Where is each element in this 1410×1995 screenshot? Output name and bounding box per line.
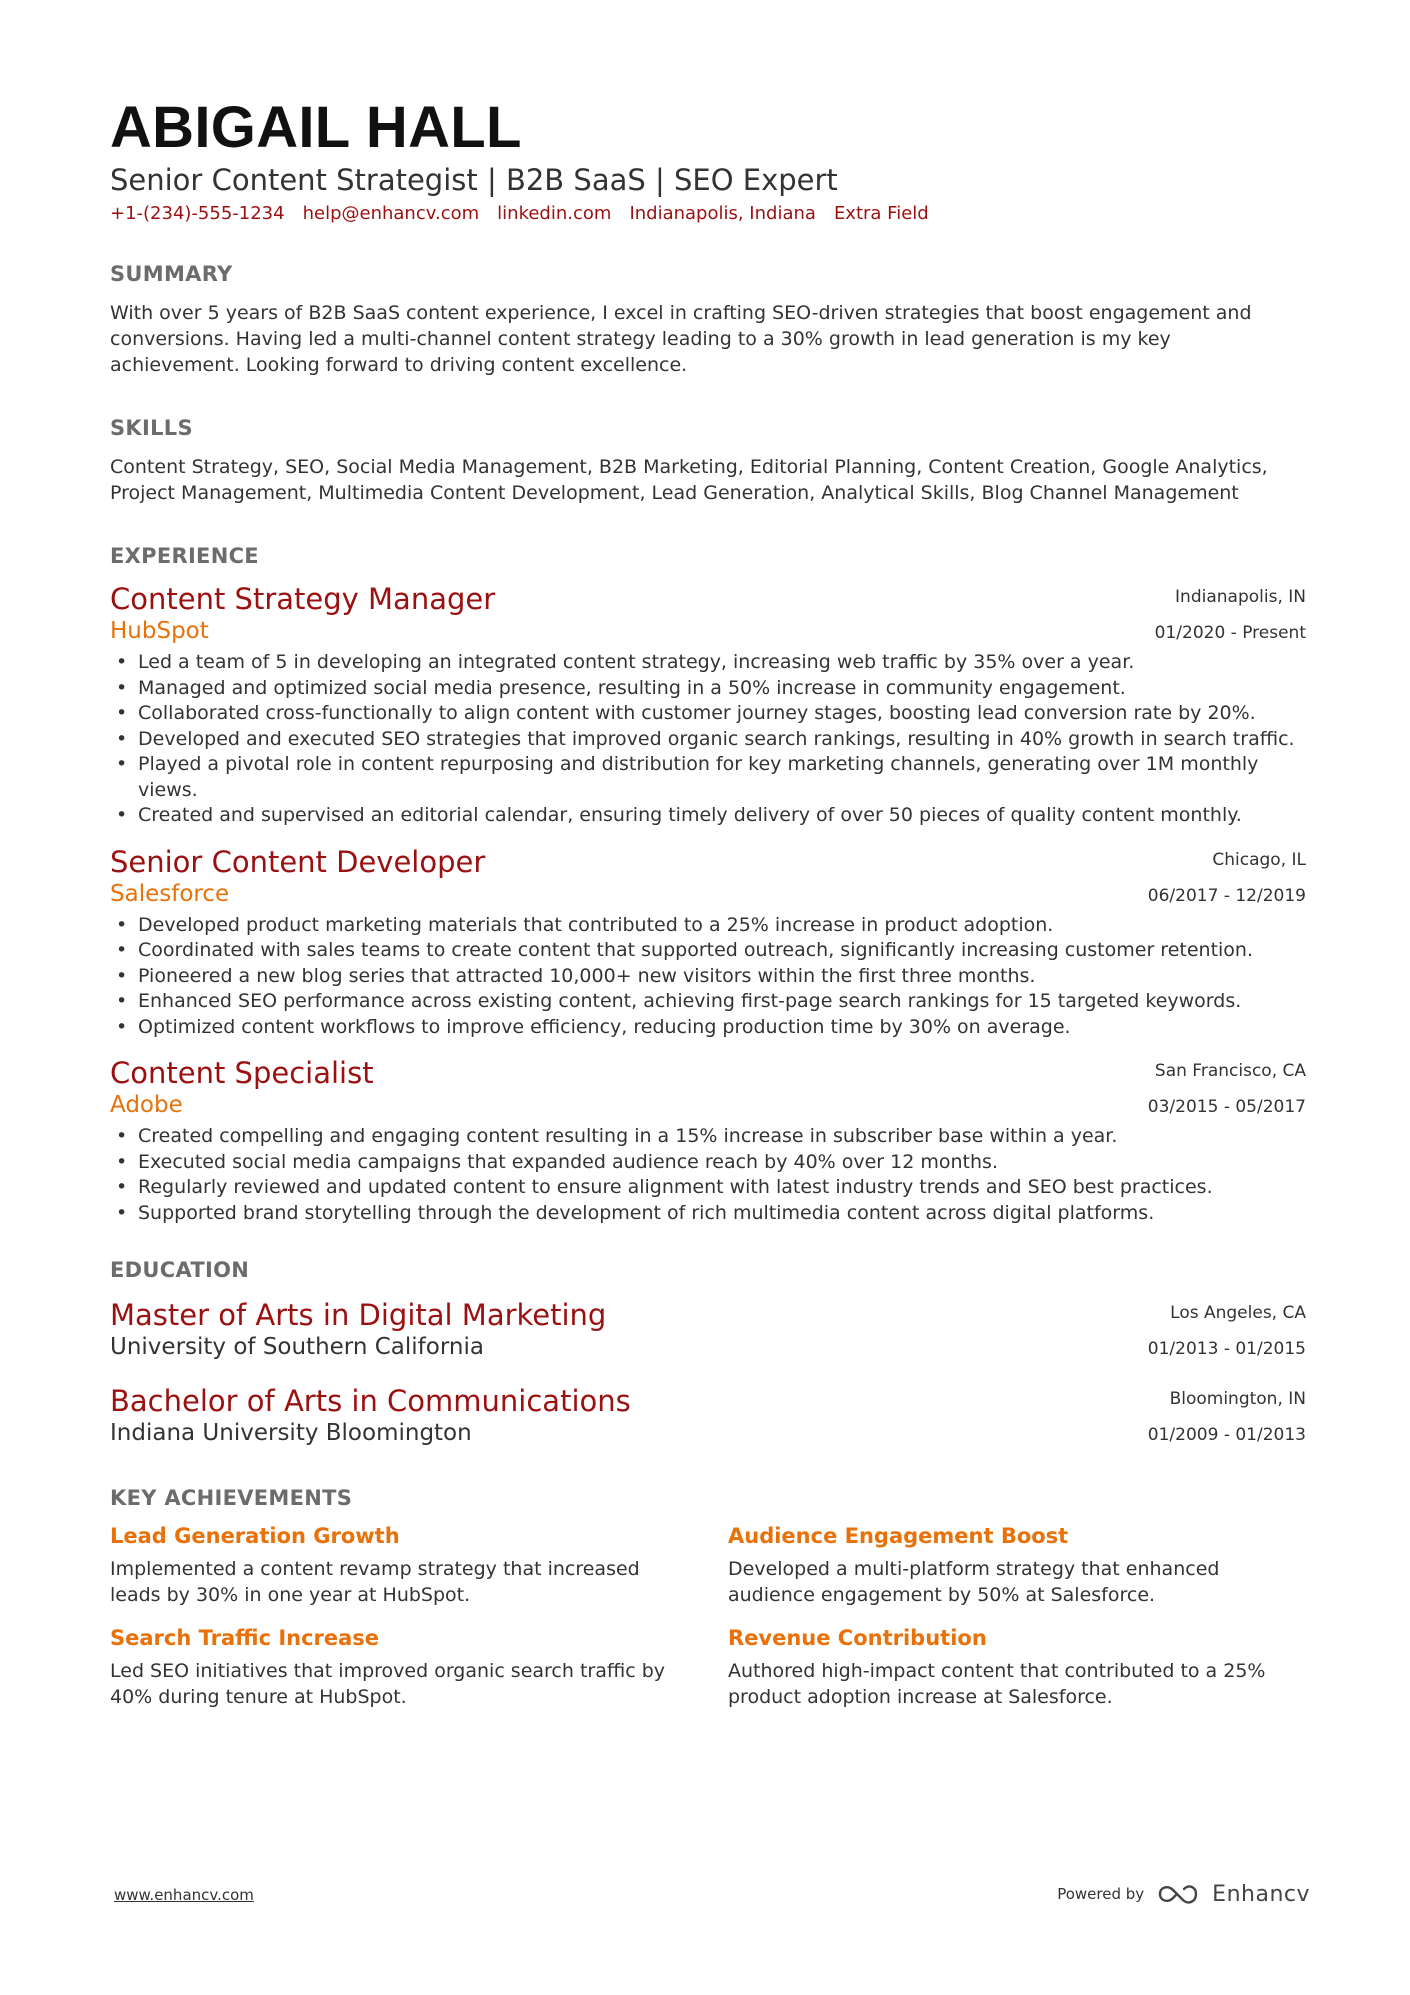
skills-section [110,414,1306,506]
education-dates: 01/2009 - 01/2013 [1147,1425,1306,1445]
contact-row [110,202,1306,226]
company-name: HubSpot [110,618,209,644]
education-heading: EDUCATION [110,1258,250,1282]
experience-entry [110,845,1306,1041]
job-bullet: • Developed product marketing materials that contributed to a 25% increase in product adoption. [110,913,1306,939]
achievement-item [110,1522,688,1608]
school-name: Indiana University Bloomington [110,1420,472,1446]
education-dates: 01/2013 - 01/2015 [1147,1339,1306,1359]
job-bullet: • Managed and optimized social media presence, resulting in a 50% increase in community engagement. [110,676,1306,702]
job-bullets [110,913,1306,1041]
achievement-title: Search Traffic Increase [110,1626,380,1650]
experience-entry-header [110,845,1306,909]
summary-heading: SUMMARY [110,262,233,286]
achievement-item [110,1624,688,1710]
company-name: Adobe [110,1092,183,1118]
job-bullet: • Collaborated cross-functionally to align content with customer journey stages, boosting lead conversion rate by 20%. [110,701,1306,727]
education-entry [110,1384,1306,1448]
job-dates: 01/2020 - Present [1154,623,1306,643]
job-title: Content Strategy Manager [110,582,496,616]
achievement-title: Audience Engagement Boost [728,1524,1069,1548]
job-bullet: • Pioneered a new blog series that attracted 10,000+ new visitors within the first three months. [110,964,1306,990]
job-location: Chicago, IL [1212,849,1306,870]
company-name: Salesforce [110,880,230,907]
powered-by-block [1057,1880,1310,1908]
resume-header [110,96,1306,226]
achievement-item [728,1522,1306,1608]
skills-heading: SKILLS [110,416,193,440]
enhancv-logo-icon [1156,1880,1200,1908]
experience-entry [110,582,1306,829]
achievements-grid [110,1522,1306,1710]
school-name: University of Southern California [110,1334,484,1360]
job-bullet: • Developed and executed SEO strategies that improved organic search rankings, resulting in 40% growth in search traffic. [110,727,1306,753]
achievement-text: Led SEO initiatives that improved organic search traffic by 40% during tenure at HubSpot. [110,1660,666,1708]
job-bullet: • Created and supervised an editorial calendar, ensuring timely delivery of over 50 pieces of quality content monthly. [110,803,1306,829]
achievement-title: Revenue Contribution [728,1626,987,1650]
achievement-title: Lead Generation Growth [110,1524,400,1548]
footer-website-link[interactable]: www.enhancv.com [114,1886,254,1904]
degree-title: Master of Arts in Digital Marketing [110,1298,607,1332]
achievements-section [110,1484,1306,1710]
job-bullet: • Executed social media campaigns that expanded audience reach by 40% over 12 months. [110,1150,1306,1176]
achievement-item [728,1624,1306,1710]
location-text: Indianapolis, Indiana [629,203,816,224]
job-title: Senior Content Developer [110,844,486,879]
experience-entry [110,1056,1306,1226]
achievement-text: Authored high-impact content that contributed to a 25% product adoption increase at Salesforce. [728,1660,1266,1708]
candidate-name: ABIGAIL HALL [110,95,522,160]
job-bullet: • Coordinated with sales teams to create content that supported outreach, significantly increasing customer retention. [110,938,1306,964]
job-bullets [110,1124,1306,1226]
job-bullet: • Enhanced SEO performance across existing content, achieving first-page search rankings for 15 targeted keywords. [110,989,1306,1015]
job-bullet: • Played a pivotal role in content repurposing and distribution for key marketing channels, generating over 1M monthly views. [110,752,1306,803]
education-section [110,1256,1306,1448]
job-location: Indianapolis, IN [1175,587,1306,607]
achievement-text: Implemented a content revamp strategy that increased leads by 30% in one year at HubSpot. [110,1558,640,1606]
enhancv-logo-text: Enhancv [1212,1881,1310,1907]
candidate-headline: Senior Content Strategist | B2B SaaS | SEO Expert [110,163,838,197]
extra-field-text: Extra Field [833,203,929,224]
achievement-text: Developed a multi-platform strategy that enhanced audience engagement by 50% at Salesforce. [728,1558,1220,1606]
job-bullet: • Optimized content workflows to improve efficiency, reducing production time by 30% on average. [110,1015,1306,1041]
linkedin-link[interactable]: linkedin.com [497,203,612,224]
school-location: Los Angeles, CA [1170,1303,1306,1323]
summary-section [110,260,1306,378]
achievements-heading: KEY ACHIEVEMENTS [110,1486,353,1510]
experience-entry-header [110,1056,1306,1120]
job-dates: 06/2017 - 12/2019 [1147,885,1306,906]
email-link[interactable]: help@enhancv.com [302,203,480,224]
school-location: Bloomington, IN [1169,1389,1306,1409]
experience-entry-header [110,582,1306,646]
phone-link[interactable]: +1-(234)-555-1234 [110,203,285,224]
experience-section [110,542,1306,1226]
resume-page [110,96,1306,1710]
job-bullet: • Created compelling and engaging content resulting in a 15% increase in subscriber base within a year. [110,1124,1306,1150]
job-bullet: • Supported brand storytelling through the development of rich multimedia content across digital platforms. [110,1201,1306,1227]
experience-heading: EXPERIENCE [110,544,259,568]
skills-text: Content Strategy, SEO, Social Media Management, B2B Marketing, Editorial Planning, Content Creation, Google Analytics, Project Management, Multimedia Content Development, Lead Generation, Analytical Skills, Blog Channel Management [110,456,1268,504]
page-footer [114,1880,1310,1910]
summary-text: With over 5 years of B2B SaaS content experience, I excel in crafting SEO-driven strategies that boost engagement and conversions. Having led a multi-channel content strategy leading to a 30% growth in lead generation is my key achievement. Looking forward to driving content excellence. [110,302,1252,376]
job-title: Content Specialist [110,1056,374,1090]
degree-title: Bachelor of Arts in Communications [110,1384,631,1418]
powered-by-text: Powered by [1057,1885,1145,1903]
job-dates: 03/2015 - 05/2017 [1147,1097,1306,1117]
job-bullets [110,650,1306,829]
education-entry [110,1298,1306,1362]
job-bullet: • Led a team of 5 in developing an integrated content strategy, increasing web traffic by 35% over a year. [110,650,1306,676]
job-bullet: • Regularly reviewed and updated content to ensure alignment with latest industry trends and SEO best practices. [110,1175,1306,1201]
job-location: San Francisco, CA [1154,1061,1306,1081]
